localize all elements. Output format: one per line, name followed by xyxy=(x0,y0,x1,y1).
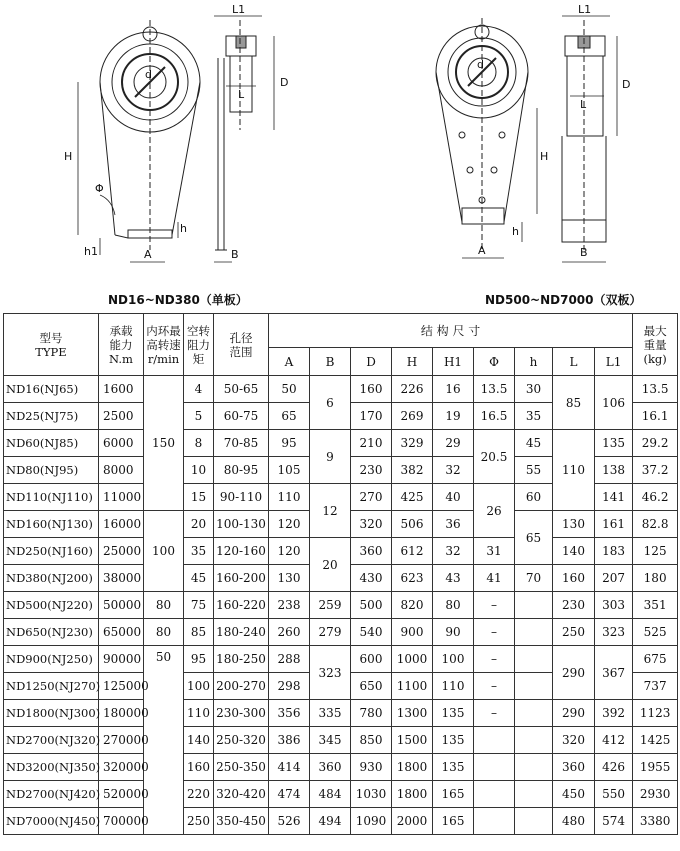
dim-label-A-right: A xyxy=(478,244,486,257)
cell-weight: 351 xyxy=(633,592,678,619)
cell-H: 612 xyxy=(392,538,433,565)
table-row xyxy=(4,376,678,403)
dim-label-h1: h1 xyxy=(84,245,98,258)
spec-table xyxy=(3,313,678,835)
cell-bore: 160-220 xyxy=(214,592,269,619)
dim-label-L: L xyxy=(238,88,245,101)
cell-torque: 25000 xyxy=(99,538,144,565)
left-dimensions xyxy=(78,16,274,262)
header-structure: 结 构 尺 寸 xyxy=(269,314,633,348)
cell-H: 226 xyxy=(392,376,433,403)
cell-idle: 15 xyxy=(184,484,214,511)
cell-A: 110 xyxy=(269,484,310,511)
cell-type: ND16(NJ65) xyxy=(4,376,99,403)
cell-torque: 6000 xyxy=(99,430,144,457)
cell-torque: 700000 xyxy=(99,808,144,835)
cell-H: 2000 xyxy=(392,808,433,835)
cell-type: ND650(NJ230) xyxy=(4,619,99,646)
cell-idle: 95 xyxy=(184,646,214,673)
header-col-D: D xyxy=(351,348,392,376)
cell-D: 270 xyxy=(351,484,392,511)
cell-H1: 100 xyxy=(433,646,474,673)
cell-H1: 110 xyxy=(433,673,474,700)
table-row xyxy=(4,619,678,646)
cell-torque: 520000 xyxy=(99,781,144,808)
cell-L: 290 xyxy=(553,700,595,727)
cell-D: 1030 xyxy=(351,781,392,808)
header-col-A: A xyxy=(269,348,310,376)
header-weight: 最大 重量 (kg) xyxy=(633,314,678,376)
dim-label-h-right: h xyxy=(512,225,519,238)
cell-weight: 29.2 xyxy=(633,430,678,457)
cell-bore: 350-450 xyxy=(214,808,269,835)
cell-B: 484 xyxy=(310,781,351,808)
cell-B: 259 xyxy=(310,592,351,619)
cell-D: 540 xyxy=(351,619,392,646)
cell-H: 1500 xyxy=(392,727,433,754)
cell-type: ND160(NJ130) xyxy=(4,511,99,538)
cell-h-merged: 65 xyxy=(515,511,553,565)
single-plate-caption: ND16~ND380（单板） xyxy=(108,293,248,307)
cell-idle: 220 xyxy=(184,781,214,808)
dim-label-h: h xyxy=(180,222,187,235)
cell-L1: 412 xyxy=(595,727,633,754)
cell-L1: 207 xyxy=(595,565,633,592)
cell-D: 850 xyxy=(351,727,392,754)
cell-torque: 8000 xyxy=(99,457,144,484)
header-col-L: L xyxy=(553,348,595,376)
cell-idle: 100 xyxy=(184,673,214,700)
cell-phi: 16.5 xyxy=(474,403,515,430)
cell-torque: 38000 xyxy=(99,565,144,592)
double-plate-front-view xyxy=(436,18,528,250)
cell-weight: 2930 xyxy=(633,781,678,808)
cell-h xyxy=(515,754,553,781)
cell-H: 1300 xyxy=(392,700,433,727)
technical-drawing xyxy=(0,0,680,312)
cell-phi: – xyxy=(474,592,515,619)
cell-H1: 165 xyxy=(433,781,474,808)
cell-L1: 138 xyxy=(595,457,633,484)
cell-L1: 574 xyxy=(595,808,633,835)
cell-torque: 16000 xyxy=(99,511,144,538)
cell-torque: 270000 xyxy=(99,727,144,754)
cell-phi xyxy=(474,754,515,781)
double-plate-side-view xyxy=(562,20,606,250)
cell-idle: 160 xyxy=(184,754,214,781)
cell-idle: 110 xyxy=(184,700,214,727)
cell-L1: 323 xyxy=(595,619,633,646)
cell-type: ND1800(NJ300) xyxy=(4,700,99,727)
header-col-H1: H1 xyxy=(433,348,474,376)
cell-D: 500 xyxy=(351,592,392,619)
cell-type: ND80(NJ95) xyxy=(4,457,99,484)
cell-phi: 41 xyxy=(474,565,515,592)
header-col-H: H xyxy=(392,348,433,376)
header-col-B: B xyxy=(310,348,351,376)
cell-speed: 80 xyxy=(144,619,184,646)
cell-L: 450 xyxy=(553,781,595,808)
cell-weight: 125 xyxy=(633,538,678,565)
cell-bore: 250-350 xyxy=(214,754,269,781)
cell-B: 335 xyxy=(310,700,351,727)
cell-phi xyxy=(474,727,515,754)
cell-speed-merged: 150 xyxy=(144,376,184,511)
cell-A: 356 xyxy=(269,700,310,727)
cell-phi: – xyxy=(474,619,515,646)
dim-label-D-right: D xyxy=(622,78,631,91)
cell-L: 130 xyxy=(553,511,595,538)
cell-torque: 50000 xyxy=(99,592,144,619)
cell-h xyxy=(515,673,553,700)
cell-weight: 16.1 xyxy=(633,403,678,430)
cell-D: 320 xyxy=(351,511,392,538)
cell-D: 930 xyxy=(351,754,392,781)
cell-D: 360 xyxy=(351,538,392,565)
cell-h xyxy=(515,646,553,673)
cell-A: 474 xyxy=(269,781,310,808)
cell-idle: 45 xyxy=(184,565,214,592)
cell-B-merged: 6 xyxy=(310,376,351,430)
cell-type: ND2700(NJ420) xyxy=(4,781,99,808)
cell-idle: 75 xyxy=(184,592,214,619)
cell-phi xyxy=(474,808,515,835)
cell-A: 95 xyxy=(269,430,310,457)
header-idle-torque: 空转 阻力 矩 xyxy=(184,314,214,376)
cell-D: 160 xyxy=(351,376,392,403)
cell-torque: 1600 xyxy=(99,376,144,403)
cell-weight: 180 xyxy=(633,565,678,592)
cell-phi-merged: 20.5 xyxy=(474,430,515,484)
cell-torque: 180000 xyxy=(99,700,144,727)
cell-L: 230 xyxy=(553,592,595,619)
cell-A: 120 xyxy=(269,538,310,565)
cell-L1: 183 xyxy=(595,538,633,565)
cell-H: 900 xyxy=(392,619,433,646)
cell-type: ND60(NJ85) xyxy=(4,430,99,457)
cell-A: 50 xyxy=(269,376,310,403)
cell-bore: 200-270 xyxy=(214,673,269,700)
cell-D: 430 xyxy=(351,565,392,592)
cell-type: ND1250(NJ270) xyxy=(4,673,99,700)
cell-L: 250 xyxy=(553,619,595,646)
table-row xyxy=(4,727,678,754)
cell-type: ND3200(NJ350) xyxy=(4,754,99,781)
cell-weight: 13.5 xyxy=(633,376,678,403)
cell-h xyxy=(515,808,553,835)
table-row xyxy=(4,538,678,565)
cell-A: 130 xyxy=(269,565,310,592)
cell-A: 414 xyxy=(269,754,310,781)
cell-bore: 230-300 xyxy=(214,700,269,727)
cell-bore: 50-65 xyxy=(214,376,269,403)
cell-H: 1100 xyxy=(392,673,433,700)
cell-L-merged: 85 xyxy=(553,376,595,430)
cell-L-merged: 110 xyxy=(553,430,595,511)
cell-h: 45 xyxy=(515,430,553,457)
header-bore: 孔径 范围 xyxy=(214,314,269,376)
cell-speed: 80 xyxy=(144,592,184,619)
cell-B-merged: 12 xyxy=(310,484,351,538)
cell-type: ND2700(NJ320) xyxy=(4,727,99,754)
cell-B: 494 xyxy=(310,808,351,835)
dim-label-phi: Φ xyxy=(95,182,104,195)
cell-type: ND380(NJ200) xyxy=(4,565,99,592)
cell-torque: 90000 xyxy=(99,646,144,673)
cell-A: 526 xyxy=(269,808,310,835)
cell-bore: 120-160 xyxy=(214,538,269,565)
cell-phi: 31 xyxy=(474,538,515,565)
cell-A: 238 xyxy=(269,592,310,619)
cell-A: 120 xyxy=(269,511,310,538)
cell-bore: 180-250 xyxy=(214,646,269,673)
cell-H1: 43 xyxy=(433,565,474,592)
cell-idle: 10 xyxy=(184,457,214,484)
table-row xyxy=(4,808,678,835)
dim-label-L1: L1 xyxy=(232,3,246,16)
cell-weight: 37.2 xyxy=(633,457,678,484)
cell-H: 425 xyxy=(392,484,433,511)
dim-label-A: A xyxy=(144,248,152,261)
cell-idle: 85 xyxy=(184,619,214,646)
cell-h: 35 xyxy=(515,403,553,430)
table-row xyxy=(4,646,678,673)
cell-phi xyxy=(474,781,515,808)
cell-bore: 60-75 xyxy=(214,403,269,430)
cell-D: 600 xyxy=(351,646,392,673)
cell-h xyxy=(515,700,553,727)
cell-bore: 100-130 xyxy=(214,511,269,538)
cell-L: 160 xyxy=(553,565,595,592)
dim-label-B: B xyxy=(231,248,239,261)
cell-bore: 320-420 xyxy=(214,781,269,808)
cell-D: 780 xyxy=(351,700,392,727)
table-row xyxy=(4,781,678,808)
dim-label-d-right: d xyxy=(477,58,484,71)
table-row xyxy=(4,592,678,619)
cell-bore: 90-110 xyxy=(214,484,269,511)
cell-L: 140 xyxy=(553,538,595,565)
single-plate-front-view xyxy=(100,20,200,250)
dim-label-D: D xyxy=(280,76,289,89)
cell-D: 650 xyxy=(351,673,392,700)
cell-H1: 19 xyxy=(433,403,474,430)
cell-weight: 675 xyxy=(633,646,678,673)
cell-L1: 550 xyxy=(595,781,633,808)
header-speed: 内环最 高转速 r/min xyxy=(144,314,184,376)
cell-B-merged: 20 xyxy=(310,538,351,592)
cell-L1-merged: 367 xyxy=(595,646,633,700)
dim-label-B-right: B xyxy=(580,246,588,259)
cell-weight: 46.2 xyxy=(633,484,678,511)
cell-B: 279 xyxy=(310,619,351,646)
cell-H1: 32 xyxy=(433,457,474,484)
cell-type: ND900(NJ250) xyxy=(4,646,99,673)
cell-bore: 70-85 xyxy=(214,430,269,457)
cell-B: 360 xyxy=(310,754,351,781)
cell-type: ND25(NJ75) xyxy=(4,403,99,430)
cell-L: 320 xyxy=(553,727,595,754)
cell-A: 260 xyxy=(269,619,310,646)
cell-H: 382 xyxy=(392,457,433,484)
dim-label-L-right: L xyxy=(580,98,587,111)
cell-H1: 135 xyxy=(433,727,474,754)
cell-H1: 16 xyxy=(433,376,474,403)
table-row xyxy=(4,700,678,727)
cell-H1: 40 xyxy=(433,484,474,511)
cell-H: 1000 xyxy=(392,646,433,673)
cell-h: 70 xyxy=(515,565,553,592)
cell-idle: 4 xyxy=(184,376,214,403)
cell-H: 820 xyxy=(392,592,433,619)
cell-h xyxy=(515,592,553,619)
cell-L: 360 xyxy=(553,754,595,781)
cell-D: 230 xyxy=(351,457,392,484)
cell-L1: 161 xyxy=(595,511,633,538)
cell-type: ND7000(NJ450) xyxy=(4,808,99,835)
single-plate-side-view xyxy=(215,20,256,250)
cell-idle: 8 xyxy=(184,430,214,457)
cell-torque: 125000 xyxy=(99,673,144,700)
dim-label-H-right: H xyxy=(540,150,549,163)
cell-B-merged: 9 xyxy=(310,430,351,484)
cell-H1: 36 xyxy=(433,511,474,538)
cell-speed-merged: 50 xyxy=(144,646,184,835)
cell-h: 30 xyxy=(515,376,553,403)
cell-weight: 525 xyxy=(633,619,678,646)
cell-h xyxy=(515,727,553,754)
cell-H1: 80 xyxy=(433,592,474,619)
cell-torque: 320000 xyxy=(99,754,144,781)
cell-D: 1090 xyxy=(351,808,392,835)
cell-weight: 1425 xyxy=(633,727,678,754)
cell-L: 480 xyxy=(553,808,595,835)
cell-A: 298 xyxy=(269,673,310,700)
cell-idle: 5 xyxy=(184,403,214,430)
cell-type: ND110(NJ110) xyxy=(4,484,99,511)
cell-H: 506 xyxy=(392,511,433,538)
cell-weight: 1123 xyxy=(633,700,678,727)
cell-weight: 3380 xyxy=(633,808,678,835)
cell-L1: 141 xyxy=(595,484,633,511)
cell-L1: 426 xyxy=(595,754,633,781)
cell-bore: 80-95 xyxy=(214,457,269,484)
cell-idle: 35 xyxy=(184,538,214,565)
cell-A: 386 xyxy=(269,727,310,754)
cell-B: 345 xyxy=(310,727,351,754)
dim-label-H: H xyxy=(64,150,73,163)
cell-phi: – xyxy=(474,646,515,673)
table-row xyxy=(4,430,678,457)
dim-label-d: d xyxy=(145,68,152,81)
cell-B-merged: 323 xyxy=(310,646,351,700)
cell-H1: 135 xyxy=(433,754,474,781)
cell-D: 210 xyxy=(351,430,392,457)
cell-bore: 160-200 xyxy=(214,565,269,592)
header-row-1 xyxy=(4,314,678,348)
cell-D: 170 xyxy=(351,403,392,430)
cell-torque: 2500 xyxy=(99,403,144,430)
cell-L1: 392 xyxy=(595,700,633,727)
cell-h xyxy=(515,619,553,646)
cell-torque: 11000 xyxy=(99,484,144,511)
cell-idle: 140 xyxy=(184,727,214,754)
cell-weight: 1955 xyxy=(633,754,678,781)
cell-h: 60 xyxy=(515,484,553,511)
cell-type: ND500(NJ220) xyxy=(4,592,99,619)
cell-H1: 29 xyxy=(433,430,474,457)
cell-phi-merged: 26 xyxy=(474,484,515,538)
cell-H: 269 xyxy=(392,403,433,430)
header-col-L1: L1 xyxy=(595,348,633,376)
cell-H: 1800 xyxy=(392,781,433,808)
cell-H1: 135 xyxy=(433,700,474,727)
cell-H1: 32 xyxy=(433,538,474,565)
cell-weight: 82.8 xyxy=(633,511,678,538)
cell-H1: 90 xyxy=(433,619,474,646)
cell-H: 329 xyxy=(392,430,433,457)
cell-h: 55 xyxy=(515,457,553,484)
cell-L1: 135 xyxy=(595,430,633,457)
cell-idle: 250 xyxy=(184,808,214,835)
cell-idle: 20 xyxy=(184,511,214,538)
cell-L1-merged: 106 xyxy=(595,376,633,430)
cell-L-merged: 290 xyxy=(553,646,595,700)
cell-bore: 180-240 xyxy=(214,619,269,646)
cell-phi: 13.5 xyxy=(474,376,515,403)
cell-H: 623 xyxy=(392,565,433,592)
cell-A: 105 xyxy=(269,457,310,484)
cell-torque: 65000 xyxy=(99,619,144,646)
cell-A: 65 xyxy=(269,403,310,430)
header-torque: 承载 能力 N.m xyxy=(99,314,144,376)
double-plate-caption: ND500~ND7000（双板） xyxy=(485,293,642,307)
header-col-h: h xyxy=(515,348,553,376)
dim-label-L1-right: L1 xyxy=(578,3,592,16)
cell-bore: 250-320 xyxy=(214,727,269,754)
cell-type: ND250(NJ160) xyxy=(4,538,99,565)
table-row xyxy=(4,754,678,781)
cell-speed-merged: 100 xyxy=(144,511,184,592)
cell-A: 288 xyxy=(269,646,310,673)
right-dimensions xyxy=(462,16,617,262)
header-type: 型号 TYPE xyxy=(4,314,99,376)
cell-H: 1800 xyxy=(392,754,433,781)
cell-h xyxy=(515,781,553,808)
header-col-phi: Φ xyxy=(474,348,515,376)
cell-weight: 737 xyxy=(633,673,678,700)
cell-L1: 303 xyxy=(595,592,633,619)
cell-H1: 165 xyxy=(433,808,474,835)
cell-phi: – xyxy=(474,673,515,700)
cell-phi: – xyxy=(474,700,515,727)
